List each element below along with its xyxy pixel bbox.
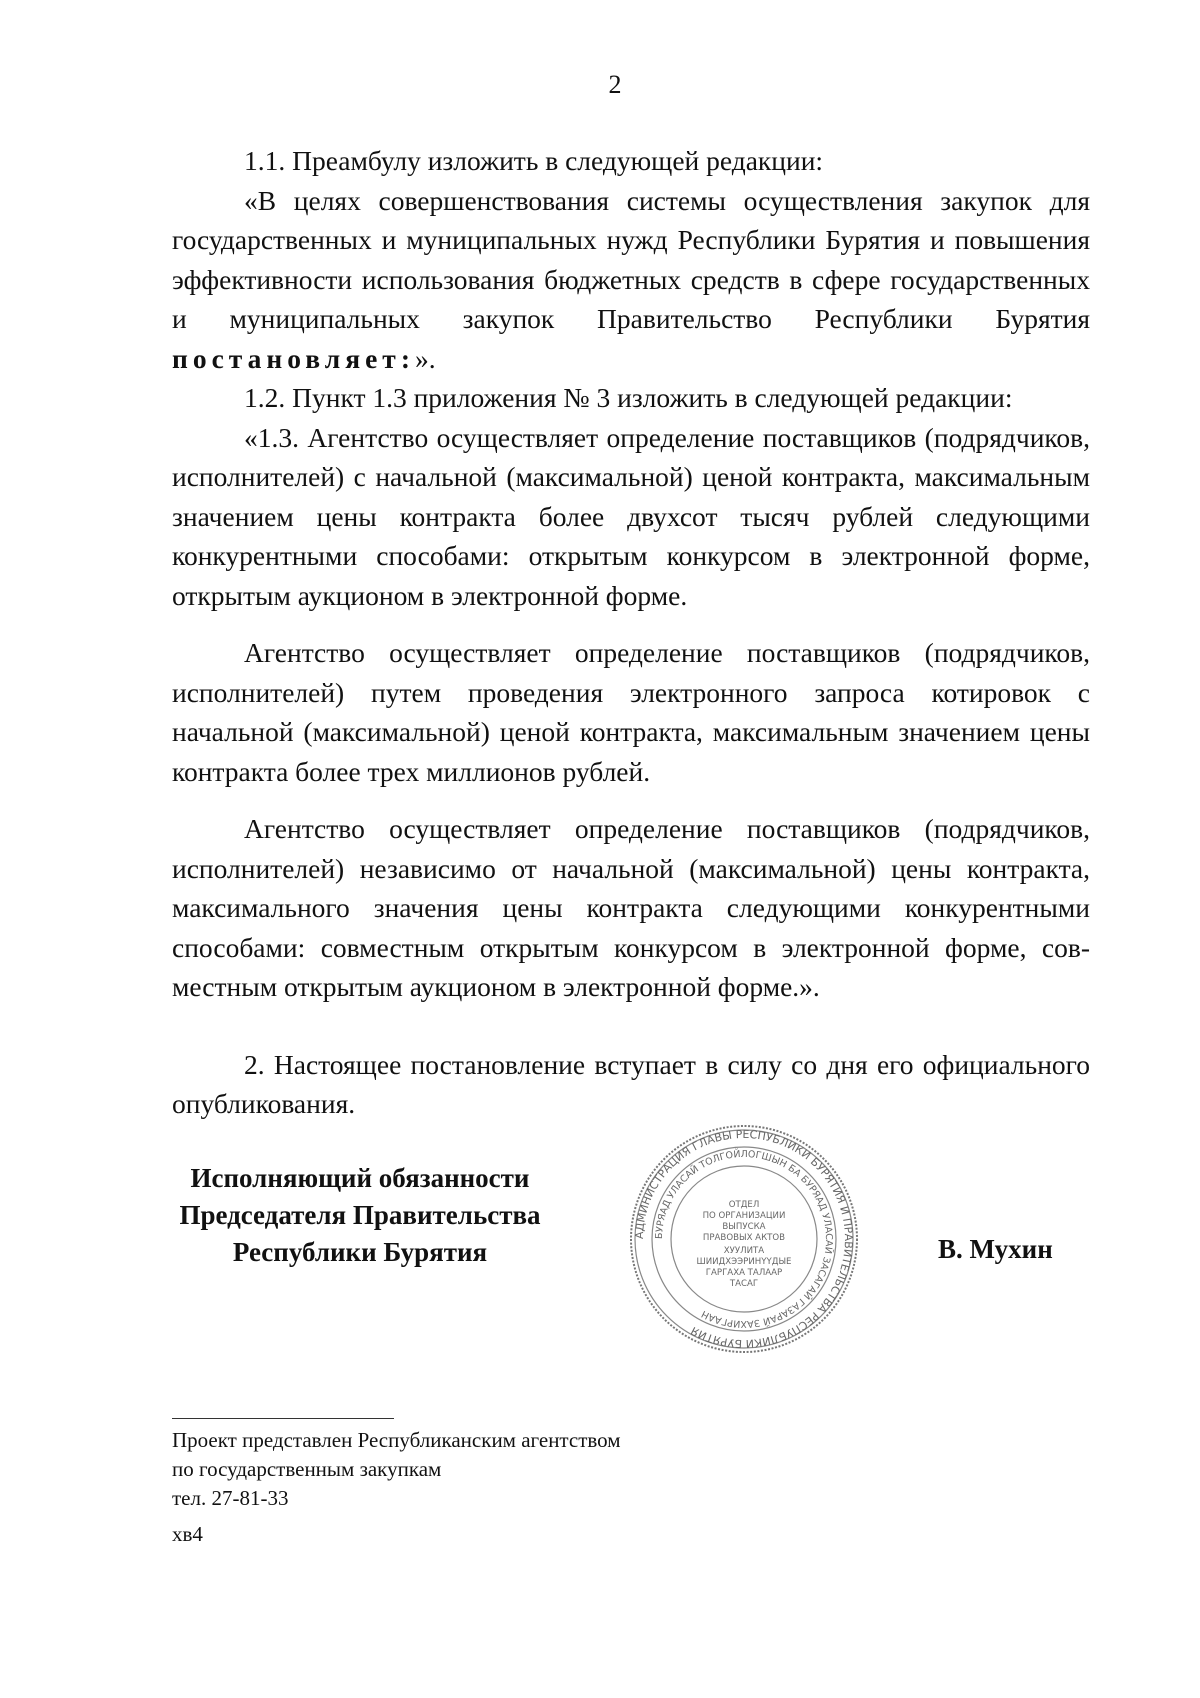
preamble-closing: ». xyxy=(414,342,436,374)
paragraph-preamble xyxy=(172,181,1090,379)
footnote-line: Проект представлен Республиканским агентством xyxy=(172,1428,621,1452)
paragraph-1-1: 1.1. Преамбулу изложить в следующей редакции: xyxy=(244,145,824,176)
document-code: хв4 xyxy=(172,1522,203,1546)
footnote-line: по государственным закупкам xyxy=(172,1457,442,1481)
footnote-divider xyxy=(172,1418,394,1419)
document-body xyxy=(172,141,1090,1124)
seal-center-line: ОТДЕЛ xyxy=(728,1200,760,1210)
paragraph-2: 2. Настоящее постановление вступает в силу со дня его официального опубликования. xyxy=(172,1048,1090,1119)
preamble-text: «В целях совершенствования системы осуществления закупок для государственных и муниципальных нужд Республики Бурятия и повышения эффективности использования бюджетных средств в сфере государственных и муниципальных закупок Правительство Республики Бурятия xyxy=(172,184,1090,334)
seal-center-line: ТАСАГ xyxy=(729,1279,759,1289)
seal-center-line: ВЫПУСКА xyxy=(722,1222,766,1232)
seal-inner-text: БУРЯАД УЛАСАЙ ТОЛГОЙЛОГШЫН БА БУРЯАД УЛАСАЙ ЗАСАГАЙ ГАЗАРАЙ ЗАХИРГААН xyxy=(653,1148,835,1330)
signatory-title-line: Председателя Правительства xyxy=(179,1200,541,1230)
seal-center-line: ШИИДХЭЭРИНҮҮДЫЕ xyxy=(696,1257,792,1267)
signatory-title-line: Исполняющий обязанности xyxy=(190,1163,530,1193)
seal-center-line: ГАРГАХА ТАЛААР xyxy=(705,1268,783,1278)
official-seal xyxy=(628,1123,860,1355)
page-number: 2 xyxy=(608,70,622,99)
paragraph-1-3: «1.3. Агентство осуществляет определение поставщиков (подрядчиков, исполнителей) с начальной (максимальной) ценой контракта, максимальным значением цены контракта более двухсот тысяч рублей следующими конкурентными способами: открытым конкурсом в электронной форме, открытым аукционом в электронной форме. xyxy=(172,421,1090,611)
footnote xyxy=(172,1426,621,1513)
signatory-name: В. Мухин xyxy=(938,1234,1053,1264)
paragraph-agency-quotations: Агентство осуществляет определение поставщиков (подрядчиков, исполнителей) путем проведения электронного запроса котировок с начальной (максимальной) ценой контракта, максимальным значением цены контракта более трех миллионов рублей. xyxy=(172,637,1090,787)
footnote-line: тел. 27-81-33 xyxy=(172,1486,289,1510)
paragraph-1-2: 1.2. Пункт 1.3 приложения № 3 изложить в следующей редакции: xyxy=(244,382,1013,413)
resolves-word: постановляет: xyxy=(172,342,415,374)
seal-center-line: ПРАВОВЫХ АКТОВ xyxy=(702,1233,786,1243)
seal-center-line: ХУУЛИТА xyxy=(723,1246,765,1256)
signatory-title xyxy=(140,1160,580,1271)
signatory-title-line: Республики Бурятия xyxy=(232,1237,488,1267)
seal-outer-text: АДМИНИСТРАЦИЯ ГЛАВЫ РЕСПУБЛИКИ БУРЯТИЯ И ПРАВИТЕЛЬСТВА РЕСПУБЛИКИ БУРЯТИЯ xyxy=(632,1127,856,1351)
seal-center-line: ПО ОРГАНИЗАЦИИ xyxy=(702,1211,786,1221)
paragraph-agency-joint: Агентство осуществляет определение поставщиков (подрядчиков, исполнителей) независимо от начальной (максимальной) цены контракта, максимального значения цены контракта следующими конкурентными способами: совместным открытым конкурсом в электронной форме, совместным открытым аукционом в электронной форме.». xyxy=(172,813,1090,1002)
